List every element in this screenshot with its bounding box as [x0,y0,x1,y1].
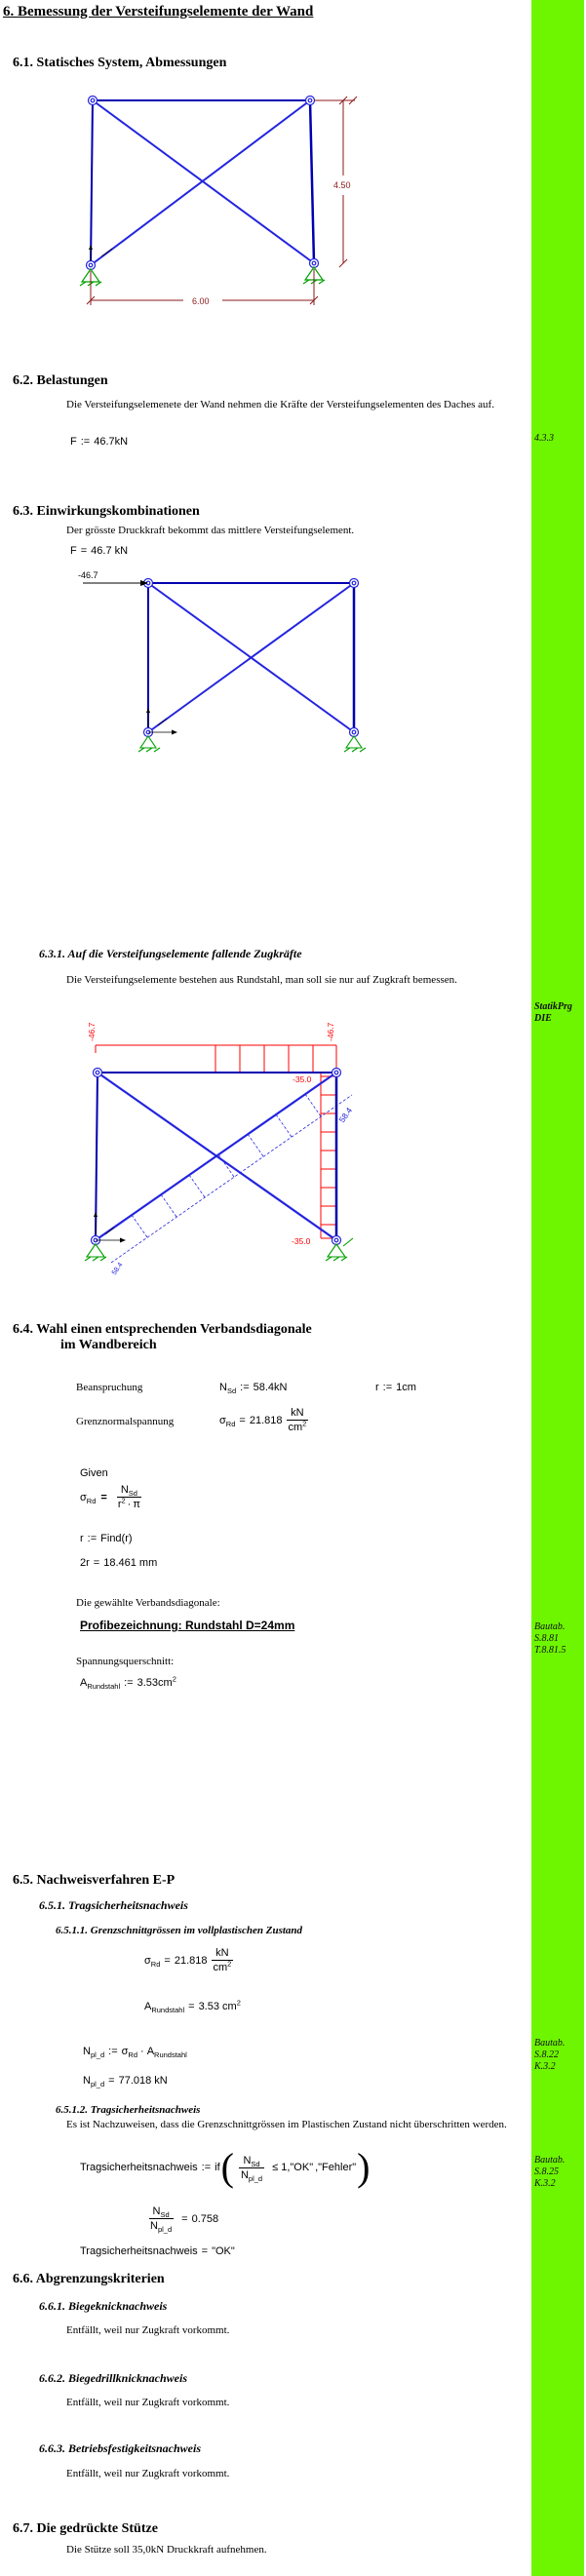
heading-6-2: 6.2. Belastungen [13,373,108,388]
body-6-3: Der grösste Druckkraft bekommt das mittlere Versteifungselement. [66,525,355,536]
operator: = [181,2212,188,2225]
var: F [70,545,77,557]
fraction: $\frac{N_{Sd}}{N_{pl\_d}}$ [150,2205,173,2235]
value: 77.018 kN [118,2075,168,2087]
body-6-5-1-2: Es ist Nachzuweisen, dass die Grenzschnittgrössen im Plastischen Zustand nicht überschritten werden. [66,2119,507,2130]
margin-note-bautab-881 [534,1621,566,1657]
column-top-force-label: -35.0 [293,1074,312,1084]
margin-note-line: DIE [534,1013,552,1024]
heading-6-5-1: 6.5.1. Tragsicherheitsnachweis [39,1898,188,1912]
formula-area-definition[interactable] [80,1674,176,1692]
formula-constraint[interactable] [80,1484,146,1510]
fraction: $\frac{N_{Sd}}{r^2 \cdot \pi}$ [117,1484,140,1510]
margin-note-bautab-825 [534,2155,565,2190]
var: 2r [80,1557,90,1569]
diagonal-force-diagram [111,1094,355,1263]
value: 21.818 [174,1954,208,1967]
operator: = [80,545,88,557]
dimension-labels [192,180,351,306]
operator: = [188,2001,195,2012]
diagonal-braces [148,583,354,732]
page-title-text: 6. Bemessung der Versteifungselemente der Wand [3,4,314,20]
margin-note-433 [534,433,554,445]
value: 1cm [396,1382,416,1393]
label-grenznormalspannung: Grenznormalspannung [76,1416,175,1427]
heading-6-6-3: 6.6.3. Betriebsfestigkeitsnachweis [39,2441,201,2455]
diagram-load-case[interactable] [0,564,419,783]
diagonal-braces [91,100,314,265]
operator: := [382,1382,393,1393]
heading-6-6: 6.6. Abgrenzungskriterien [13,2272,165,2286]
label-spannungsquerschnitt: Spannungsquerschnitt: [76,1656,175,1667]
margin-note-line: K.3.2 [534,2178,556,2189]
top-left-force-label: -46.7 [87,1022,97,1041]
margin-note-line: Bautab. [534,1621,566,1632]
comma: , [315,2162,319,2173]
heading-6-4-line1: 6.4. Wahl einen entsprechenden Verbandsdiagonale [13,1322,312,1337]
error-string: "Fehler" [318,2162,357,2173]
operator: = [164,1954,171,1967]
var: $\sigma_{Rd}$ [80,1491,97,1505]
heading-6-4-line2: im Wandbereich [60,1338,157,1352]
diagonal-force-label-small: 58.4 [110,1261,125,1277]
support-right [344,736,366,752]
formula-area-recall[interactable] [144,1998,241,2015]
keyword: Given [80,1467,108,1479]
var: $\sigma_{Rd}$ [219,1414,236,1428]
var: Tragsicherheitsnachweis [80,2162,198,2173]
fraction: $\frac{N_{Sd}}{N_{pl\_d}}$ [240,2154,263,2183]
value: Find(r) [100,1533,133,1544]
value: 0.758 [191,2212,219,2225]
heading-6-6-1: 6.6.1. Biegeknicknachweis [39,2299,168,2313]
heading-6-7: 6.7. Die gedrückte Stütze [13,2521,158,2536]
operator: = [108,2075,115,2087]
margin-note-line: 4.3.3 [534,433,554,444]
force-label: -46.7 [78,570,98,580]
heading-6-5-1-1: 6.5.1.1. Grenzschnittgrössen im vollplastischen Zustand [56,1925,303,1936]
label-beanspruchung: Beanspruchung [76,1382,143,1393]
operator: := [124,1677,134,1689]
var: $N_{pl\_d}$ [83,2046,105,2060]
heading-6-3: 6.3. Einwirkungskombinationen [13,504,200,519]
formula-diameter-result[interactable] [80,1557,157,1569]
operator: := [80,436,91,448]
var: $N_{pl\_d}$ [83,2075,105,2089]
formula-check-result[interactable] [80,2245,235,2257]
formula-find[interactable] [80,1533,133,1544]
body-6-6-1: Entfällt, weil nur Zugkraft vorkommt. [66,2324,230,2336]
var: r [80,1533,84,1544]
column-force-diagram [321,1073,335,1238]
body-6-2: Die Versteifungselemenete der Wand nehmen die Kräfte der Versteifungselementen des Daches auf. [66,399,494,410]
unit-fraction: $\frac{kN}{cm^2}$ [213,1947,232,1973]
diagonal-braces [96,1073,336,1240]
margin-note-line: K.3.2 [534,2061,556,2072]
comma: , [287,2162,291,2173]
expr: $\sigma_{Rd} \cdot A_{Rundstahl}$ [121,2046,187,2060]
condition: ≤ 1 [272,2162,288,2173]
formula-npl-definition[interactable] [83,2046,187,2060]
value: 46.7kN [94,436,129,448]
var: Tragsicherheitsnachweis [80,2245,198,2257]
margin-note-line: Bautab. [534,2155,566,2166]
body-6-6-2: Entfällt, weil nur Zugkraft vorkommt. [66,2397,230,2408]
formula-r-definition[interactable] [375,1382,416,1393]
body-6-7: Die Stütze soll 35,0kN Druckkraft aufnehmen. [66,2544,267,2556]
var: $A_{Rundstahl}$ [144,2001,185,2015]
formula-sigma-value[interactable] [219,1407,312,1433]
value: "OK" [212,2245,235,2257]
dim-height-label: 4.50 [333,180,351,190]
value: 3.53 $cm^2$ [198,1998,241,2012]
margin-note-line: S.8.22 [534,2049,559,2060]
formula-f-value[interactable] [70,545,128,557]
keyword-given[interactable] [80,1467,108,1479]
operator: := [87,1533,98,1544]
var: $\sigma_{Rd}$ [144,1954,161,1969]
support-left [85,1244,106,1261]
operator: = [93,1557,100,1569]
margin-note-line: StatikPrg [534,1001,572,1012]
margin-note-statikprg [534,1001,572,1025]
profile-designation: Profibezeichnung: Rundstahl D=24mm [80,1619,295,1632]
var: $N_{Sd}$ [219,1382,237,1396]
ok-string: "OK" [290,2162,314,2173]
value: 58.4kN [253,1382,288,1393]
diagram-internal-forces[interactable] [0,1014,458,1311]
body-6-6-3: Entfällt, weil nur Zugkraft vorkommt. [66,2468,230,2479]
formula-check-definition[interactable] [80,2145,371,2189]
value: 18.461 mm [103,1557,158,1569]
support-left [138,736,160,752]
formula-npl-value[interactable] [83,2075,168,2087]
close-paren: ) [357,2145,371,2189]
top-force-diagram [96,1045,336,1073]
heading-6-5: 6.5. Nachweisverfahren E-P [13,1873,176,1888]
operator: := [108,2046,118,2057]
operator: := [201,2162,212,2173]
value: $3.53cm^2$ [137,1674,176,1689]
formula-sigma-recall[interactable] [144,1947,237,1973]
diagram-static-system[interactable] [39,83,375,322]
operator: = [239,1414,246,1426]
force-arrow [83,580,148,586]
formula-nsd-definition[interactable] [219,1382,288,1396]
diagonal-force-label: 58.4 [336,1105,355,1125]
value: 46.7 kN [91,545,129,557]
margin-note-line: T.8.81.5 [534,1645,566,1656]
heading-6-4 [13,1322,312,1353]
margin-note-line: Bautab. [534,2038,566,2049]
var: $A_{Rundstahl}$ [80,1677,121,1692]
force-value-labels-blue [111,1106,354,1277]
formula-ratio-value[interactable] [144,2205,219,2235]
unit-fraction: $\frac{kN}{cm^2}$ [288,1407,307,1433]
heading-6-3-1: 6.3.1. Auf die Versteifungselemente fallende Zugkräfte [39,947,302,960]
top-right-force-label: -46.7 [326,1022,335,1041]
body-6-3-1: Die Versteifungselemente bestehen aus Rundstahl, man soll sie nur auf Zugkraft bemessen. [66,974,457,986]
value: 21.818 [249,1414,283,1426]
operator: = [201,2245,209,2257]
heading-6-6-2: 6.6.2. Biegedrillknicknachweis [39,2371,188,2385]
heading-6-1: 6.1. Statisches System, Abmessungen [13,56,227,70]
label-chosen-diagonal: Die gewählte Verbandsdiagonale: [76,1597,220,1609]
dim-width-label: 6.00 [192,296,210,306]
column-bottom-force-label: -35.0 [292,1236,311,1246]
operator: := [240,1382,250,1393]
page-title [3,4,313,20]
if-function: if [215,2162,220,2173]
heading-6-5-1-2: 6.5.1.2. Tragsicherheitsnachweis [56,2104,201,2116]
bold-equals: = [100,1491,107,1503]
margin-note-line: S.8.25 [534,2166,559,2177]
open-paren: ( [220,2145,234,2189]
formula-f-definition[interactable] [70,436,128,448]
margin-note-line: S.8.81 [534,1633,559,1644]
var: r [375,1382,379,1393]
var: F [70,436,77,448]
margin-note-bautab-822 [534,2038,565,2073]
dimension-lines [87,97,357,305]
